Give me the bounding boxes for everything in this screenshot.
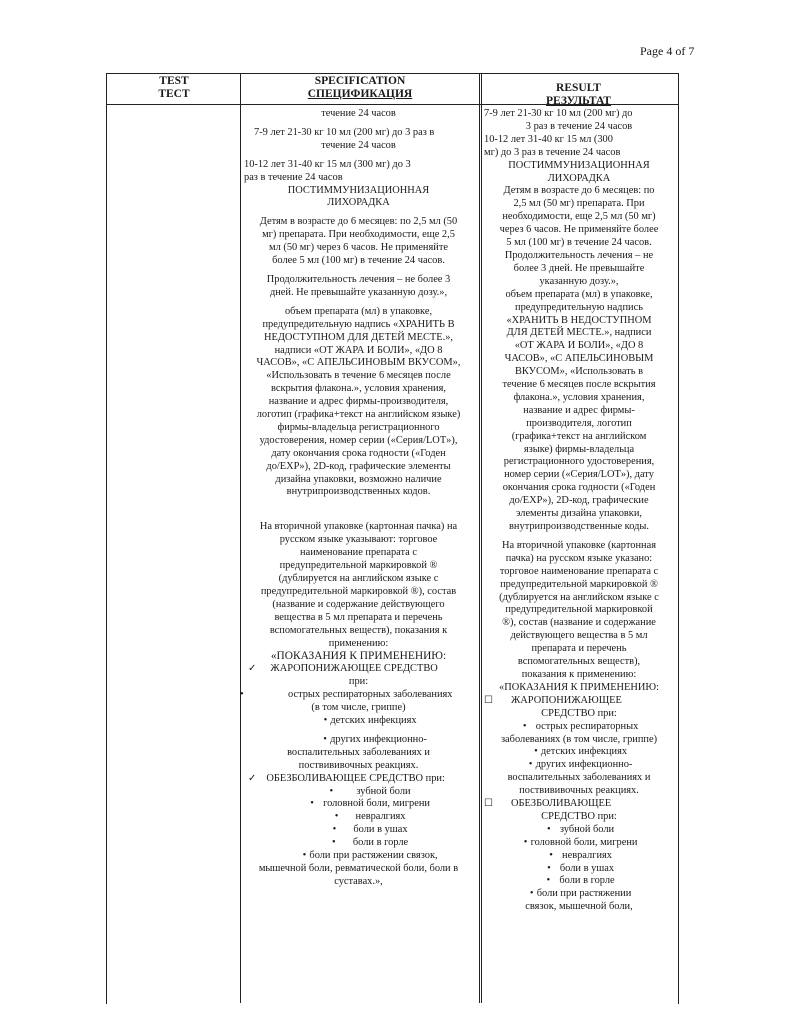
result-line: препарата и перечень <box>531 643 627 655</box>
spec-line: боли при растяжении связок, <box>309 850 438 862</box>
spec-line: мг) препарата. При необходимости, еще 2,5 <box>262 229 455 241</box>
spec-line: поствививочных реакциях. <box>298 759 419 771</box>
result-line: острых респираторных <box>535 720 639 732</box>
bullet-icon: • <box>332 837 336 849</box>
spec-line: (название и содержание действующего <box>272 598 445 610</box>
result-line: ДЛЯ ДЕТЕЙ МЕСТЕ.», надписи <box>506 327 652 339</box>
result-line: ПОСТИММУНИЗАЦИОННАЯ <box>508 159 650 171</box>
spec-line: дату окончания срока годности («Годен <box>271 447 446 459</box>
result-line: ЧАСОВ», «С АПЕЛЬСИНОВЫМ <box>504 353 654 365</box>
spec-line: ЧАСОВ», «С АПЕЛЬСИНОВЫМ ВКУСОМ», <box>256 357 461 369</box>
column-divider-spec <box>479 73 480 1003</box>
result-column <box>484 108 674 914</box>
spec-line: воспалительных заболеваниях и <box>287 746 430 758</box>
result-line: 3 раз в течение 24 часов <box>525 120 633 132</box>
result-line: номер серии («Серия/LOT»), дату <box>504 469 654 481</box>
bullet-icon: • <box>332 824 337 836</box>
header-result <box>481 82 676 108</box>
result-line: до/EXP»), 2D-код, графические <box>509 495 649 507</box>
spec-line: головной боли, мигрени <box>323 798 430 810</box>
spec-line: предупредительной маркировкой ® <box>279 560 438 572</box>
result-line: 10-12 лет 31-40 кг 15 мл (300 <box>484 133 613 145</box>
checkbox-icon: ☐ <box>484 694 493 706</box>
spec-line: На вторичной упаковке (картонная пачка) на <box>259 521 458 533</box>
result-line: поствививочных реакциях. <box>519 785 639 797</box>
bullet-icon: • <box>534 746 538 758</box>
result-line: СРЕДСТВО при: <box>541 707 617 719</box>
spec-line: до/EXP»), 2D-код, графические элементы <box>266 460 451 472</box>
header-test-ru: ТЕСТ <box>158 88 190 100</box>
result-line: боли при растяжении <box>536 888 632 900</box>
result-line: ЖАРОПОНИЖАЮЩЕЕ <box>510 694 622 706</box>
result-line: ®), состав (название и содержание <box>502 617 656 629</box>
spec-line: 10-12 лет 31-40 кг 15 мл (300 мг) до 3 <box>244 158 411 170</box>
spec-line: боли в ушах <box>353 824 408 836</box>
result-line: окончания срока годности («Годен <box>502 482 656 494</box>
result-line: мг) до 3 раз в течение 24 часов <box>484 146 621 158</box>
result-line: через 6 часов. Не применяйте более <box>499 224 659 236</box>
spec-line: раз в течение 24 часов <box>244 171 343 183</box>
spec-line: невралгиях <box>355 811 406 823</box>
result-line: (дублируется на английском языке с <box>499 591 659 603</box>
spec-line: мл (50 мг) через 6 часов. Не применяйте <box>269 242 448 254</box>
spec-line: (дублируется на английском языке с <box>278 573 439 584</box>
column-divider-spec-double <box>481 73 482 1003</box>
spec-line: течение 24 часов <box>321 108 396 119</box>
spec-line: логотип (графика+текст на английском языке) <box>256 409 461 421</box>
spec-line: ЛИХОРАДКА <box>327 197 390 209</box>
result-line: производителя, логотип <box>526 417 632 429</box>
checkmark-icon: ✓ <box>248 663 257 675</box>
bullet-icon: • <box>522 720 527 732</box>
bullet-icon: • <box>323 733 327 745</box>
spec-line: удостоверения, номер серии («Серия/LOT»), <box>259 434 458 446</box>
result-line: зубной боли <box>559 823 615 835</box>
result-line: воспалительных заболеваниях и <box>507 772 651 784</box>
result-line: «ПОКАЗАНИЯ К ПРИМЕНЕНИЮ: <box>499 681 659 693</box>
result-line: На вторичной упаковке (картонная <box>502 539 656 551</box>
result-line: предупредительную надпись <box>515 301 643 313</box>
result-line: предупредительной маркировкой <box>505 604 653 616</box>
spec-line: русском языке указывают: торговое <box>279 534 438 546</box>
spec-line: ЖАРОПОНИЖАЮЩЕЕ СРЕДСТВО <box>270 663 438 675</box>
spec-line: внутрипроизводственных кодов. <box>286 486 431 498</box>
bullet-icon: • <box>302 850 307 862</box>
result-line: название и адрес фирмы- <box>523 404 635 416</box>
spec-line: при: <box>348 676 369 688</box>
spec-line: дней. Не превышайте указанную дозу.», <box>269 286 448 298</box>
spec-line: суставах.», <box>334 875 383 887</box>
result-line: показания к применению: <box>521 668 637 680</box>
result-line: боли в горле <box>559 875 615 887</box>
spec-line: предупредительную надпись «ХРАНИТЬ В <box>262 318 455 330</box>
result-line: языке) фирмы-владельца <box>523 443 635 455</box>
spec-line: название и адрес фирмы-производителя, <box>268 396 449 408</box>
bullet-icon: • <box>240 689 244 701</box>
result-line: предупредительной маркировкой ® <box>500 578 658 590</box>
result-line: пачка) на русском языке указано: <box>505 552 653 564</box>
checkbox-icon: ☐ <box>484 798 493 810</box>
header-spec <box>242 75 478 101</box>
result-line: объем препарата (мл) в упаковке, <box>505 288 653 300</box>
spec-line: зубной боли <box>356 785 411 797</box>
result-line: элементы дизайна упаковки, <box>515 508 643 520</box>
result-line: торговое наименование препарата с <box>499 565 659 577</box>
spec-line: Продолжительность лечения – не более 3 <box>266 273 451 285</box>
spec-line: вскрытия флакона.», условия хранения, <box>270 383 446 395</box>
result-line: Продолжительность лечения – не <box>504 249 654 261</box>
header-spec-en: SPECIFICATION <box>314 75 406 87</box>
spec-line: детских инфекциях <box>330 714 417 726</box>
spec-line: предупредительной маркировкой ®), состав <box>260 585 457 597</box>
spec-line: течение 24 часов <box>321 139 396 151</box>
result-line: регистрационного удостоверения, <box>503 456 655 468</box>
spec-line: боли в горле <box>352 837 409 849</box>
result-line: 2,5 мл (50 мг) препарата. При <box>513 198 645 210</box>
bullet-icon: • <box>547 823 551 835</box>
result-line: действующего вещества в 5 мл <box>510 630 648 642</box>
bullet-icon: • <box>529 888 534 900</box>
bullet-icon: • <box>310 798 314 810</box>
spec-line: надписи «ОТ ЖАРА И БОЛИ», «ДО 8 <box>274 344 443 356</box>
spec-line: 7-9 лет 21-30 кг 10 мл (200 мг) до 3 раз в <box>254 126 435 138</box>
result-line: «ОТ ЖАРА И БОЛИ», «ДО 8 <box>514 340 644 352</box>
spec-line: острых респираторных заболеваниях <box>288 689 453 701</box>
spec-line: Детям в возрасте до 6 месяцев: по 2,5 мл (50 <box>259 216 458 228</box>
spec-line: НЕДОСТУПНОМ ДЛЯ ДЕТЕЙ МЕСТЕ.», <box>263 331 454 343</box>
spec-line: «Использовать в течение 6 месяцев после <box>266 370 451 382</box>
bullet-icon: • <box>547 862 551 874</box>
result-line: ЛИХОРАДКА <box>547 172 611 184</box>
spec-line: вещества в 5 мл препарата и перечень <box>274 611 443 623</box>
result-line: течение 6 месяцев после вскрытия <box>502 379 656 391</box>
result-line: «ХРАНИТЬ В НЕДОСТУПНОМ <box>506 314 652 326</box>
spec-line: (в том числе, гриппе) <box>311 702 406 714</box>
spec-line: объем препарата (мл) в упаковке, <box>284 305 433 317</box>
spec-line: применению: <box>328 637 389 649</box>
spec-line: дизайна упаковки, возможно наличие <box>275 473 442 485</box>
result-line: невралгиях <box>562 849 612 861</box>
spec-line: вспомогательных веществ), показания к <box>269 624 448 636</box>
result-line: вспомогательных веществ), <box>517 656 641 668</box>
bullet-icon: • <box>334 811 339 823</box>
bullet-icon: • <box>528 759 533 771</box>
spec-line: «ПОКАЗАНИЯ К ПРИМЕНЕНИЮ: <box>270 650 447 663</box>
spec-line: более 5 мл (100 мг) в течение 24 часов. <box>272 255 445 267</box>
header-spec-ru: СПЕЦИФИКАЦИЯ <box>307 88 413 100</box>
spec-line: ПОСТИММУНИЗАЦИОННАЯ <box>287 184 430 196</box>
header-result-en: RESULT <box>556 82 601 94</box>
result-line: ВКУСОМ», «Использовать в <box>514 366 644 378</box>
page-number: Page 4 of 7 <box>640 44 695 58</box>
bullet-icon: • <box>546 875 551 887</box>
result-line: ОБЕЗБОЛИВАЮЩЕЕ <box>510 798 612 810</box>
result-line: связок, мышечной боли, <box>525 901 633 913</box>
spec-line: других инфекционно- <box>330 733 427 745</box>
header-test-en: TEST <box>159 75 189 87</box>
bullet-icon: • <box>329 785 334 797</box>
result-line: заболеваниях (в том числе, гриппе) <box>500 733 658 745</box>
result-line: 7-9 лет 21-30 кг 10 мл (200 мг) до <box>484 108 633 119</box>
result-line: указанную дозу.», <box>539 275 619 287</box>
bullet-icon: • <box>323 714 328 726</box>
spec-column <box>240 108 477 889</box>
result-line: необходимости, еще 2,5 мл (50 мг) <box>502 211 656 223</box>
header-test <box>107 75 241 101</box>
result-line: других инфекционно- <box>535 759 633 771</box>
checkmark-icon: ✓ <box>248 772 257 784</box>
bullet-icon: • <box>549 849 553 861</box>
result-line: (графика+текст на английском <box>511 430 647 442</box>
result-line: боли в ушах <box>559 862 615 874</box>
result-line: детских инфекциях <box>540 746 628 758</box>
result-line: головной боли, мигрени <box>530 836 638 848</box>
result-line: более 3 дней. Не превышайте <box>513 262 645 274</box>
spec-line: наименование препарата с <box>300 547 417 559</box>
header-result-ru: РЕЗУЛЬТАТ <box>546 95 611 107</box>
spec-line: ОБЕЗБОЛИВАЮЩЕЕ СРЕДСТВО при: <box>266 772 445 784</box>
result-line: Детям в возрасте до 6 месяцев: по <box>503 185 655 197</box>
result-line: 5 мл (100 мг) в течение 24 часов. <box>506 237 652 249</box>
spec-line: фирмы-владельца регистрационного <box>277 421 440 433</box>
result-line: флакона.», условия хранения, <box>513 391 645 403</box>
result-line: внутрипроизводственные коды. <box>509 521 649 532</box>
spec-line: мышечной боли, ревматической боли, боли в <box>258 862 459 874</box>
bullet-icon: • <box>523 836 528 848</box>
result-line: СРЕДСТВО при: <box>541 810 617 822</box>
